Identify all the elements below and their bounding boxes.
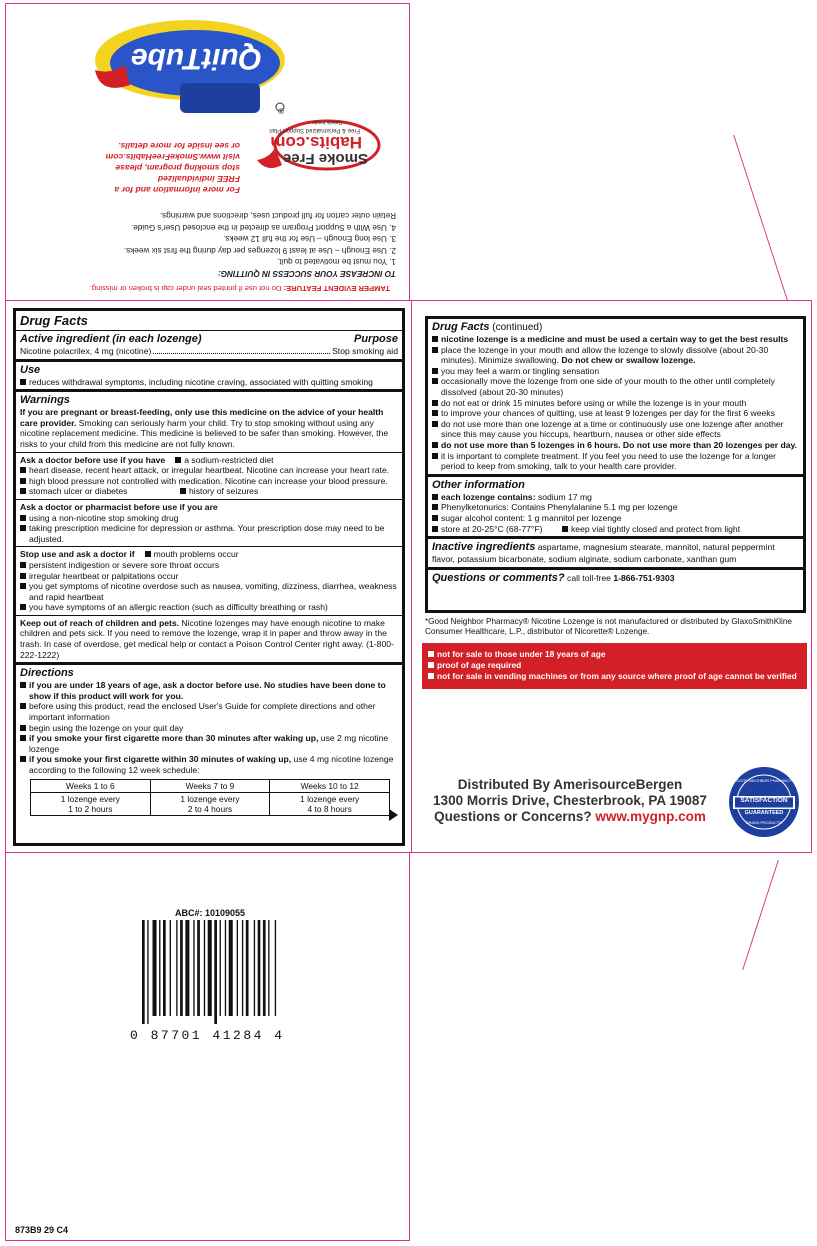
use-text: reduces withdrawal symptoms, including nicotine craving, associated with quitting smoking [29,376,373,387]
abc-number: ABC#: 10109055 [175,908,246,918]
drug-facts-header [16,311,402,362]
bullet-icon [428,651,434,657]
continued-item [432,345,799,366]
cell-line: 4 to 8 hours [307,803,352,814]
seal-text-2: GUARANTEED [744,810,784,816]
drug-facts-panel [13,308,405,846]
item-text: do not eat or drink 15 minutes before using or while the lozenge is in your mouth [441,397,747,408]
ask-doctor-text: a sodium-restricted diet [184,454,274,465]
bullet-icon [432,378,438,384]
promo-line: FREE individualized [157,174,240,184]
ask-doctor-text: history of seizures [189,486,259,497]
top-flap [5,5,410,295]
keep-vial-text: keep vial tightly closed and protect from light [571,523,741,534]
bullet-icon [20,515,26,521]
phone-number: 1-866-751-9303 [613,572,675,583]
item-text: sugar alcohol content: 1 g mannitol per lozenge [441,512,622,523]
bullet-icon [20,583,26,589]
table-row [31,779,390,792]
direction-text: begin using the lozenge on your quit day [29,722,184,733]
stop-use-heading: Stop use and ask a doctor if [20,549,135,560]
warnings-heading: Warnings [20,394,70,407]
item-bold: do not use more than 5 lozenges in 6 hours. Do not use more than 20 lozenges per day. [441,439,798,450]
purpose: Stop smoking aid [332,346,398,356]
dieline-flap-right-bottom [742,860,779,970]
table-header-cell: Weeks 1 to 6 [31,779,151,792]
ask-pharmacist-section [16,499,402,544]
item-text: you may feel a warm or tingling sensation [441,365,600,376]
bullet-icon [145,551,151,557]
cell-line: 1 lozenge every [300,793,360,804]
satisfaction-guaranteed-seal [727,765,801,839]
promo-line: visit www.SmokeFreeHabits.com [105,152,240,162]
inactive-ingredients-section [428,539,803,570]
bullet-icon [20,725,26,731]
keep-out-text: Nicotine lozenges may have enough nicotine to make children and pets sick. If you need to remove the lozenge, wrap it in paper and throw away in the trash. In case of overdose, get medical help or contact a Poison Control Center right away. (1-800-222-1222) [20,617,394,660]
dieline-flap-right [733,135,788,300]
age-text: proof of age required [437,660,522,670]
quittube-logo [100,0,300,115]
table-row [31,792,390,815]
barcode-icon [140,920,280,1024]
other-info-item [432,513,799,524]
pregnant-warning [20,407,398,449]
ask-doctor-item [175,455,273,466]
bullet-icon [180,488,186,494]
direction-bold: if you smoke your first cigarette more than 30 minutes after waking up, [29,733,319,744]
store-text: store at 20-25°C (68-77°F) [441,523,543,534]
continued-item [432,408,799,419]
continued-header [432,321,799,334]
inactive-heading: Inactive ingredients [432,541,536,554]
bullet-icon [20,525,26,531]
direction-item [20,701,398,722]
bullet-icon [20,488,26,494]
cell-line: 1 lozenge every [60,793,120,804]
table-cell [150,792,270,815]
bullet-icon [428,662,434,668]
ask-doctor-heading: Ask a doctor before use if you have [20,454,166,465]
promo-text [30,140,240,195]
other-info-item [432,502,799,513]
continued-title: Drug Facts [432,321,490,333]
stop-use-head-row [20,549,398,560]
bullet-icon [562,526,568,532]
tamper-label: TAMPER EVIDENT FEATURE: [283,284,390,293]
other-info-item [432,524,562,535]
ask-doctor-item [20,476,398,487]
bullet-icon [432,336,438,342]
bullet-icon [20,756,26,762]
pregnant-rest: Smoking can seriously harm your child. Try to stop smoking without using any nicotine replacement medicine. This medicine is believed to be safer than smoking. However, the risks to your child from this medicine are not fully known. [20,417,389,449]
storage-row [432,524,799,535]
stop-use-item [20,581,398,602]
keep-out-section [16,615,402,660]
inactive-text: aspartame, magnesium stearate, mannitol, natural peppermint flavor, potassium bicarbonate, sodium alginate, sodium carbonate, xanthan gum [432,542,775,565]
direction-text: use 2 mg nicotine lozenge [29,733,389,754]
bullet-icon [20,562,26,568]
drug-facts-continued-panel [425,316,806,613]
warnings-section [16,392,402,665]
cell-line: 2 to 4 hours [187,803,233,814]
directions-heading: Directions [20,667,74,680]
bullet-icon [432,526,438,532]
direction-item [20,733,398,754]
bullet-icon [432,453,438,459]
ask-doctor-head-row [20,455,398,466]
bullet-icon [432,504,438,510]
sfh-line1: Smoke Free [282,150,368,167]
dieline-right-top [412,300,812,301]
bullet-icon [20,573,26,579]
direction-item [20,723,398,734]
stop-use-text: irregular heartbeat or palpitations occur [29,570,179,581]
stop-use-item [20,602,398,613]
direction-text: use 4 mg nicotine lozenge according to the following 12 week schedule: [29,754,394,775]
other-info-item [562,524,740,535]
item-bold: nicotine lozenge is a medicine and must be used a certain way to get the best results [441,334,789,344]
seal-top-text: GOOD NEIGHBOR PHARMACY [736,779,792,783]
stop-use-text: you get symptoms of nicotine overdose such as nausea, vomiting, dizziness, diarrhea, weakness and rapid heartbeat [29,581,397,602]
stop-use-item [145,549,239,560]
item-text: to improve your chances of quitting, use at least 9 lozenges per day for the first 6 weeks [441,408,775,419]
promo-line: For more information and for a [114,185,240,195]
ask-doctor-row [20,486,398,497]
barcode-number: 0 87701 41284 4 [130,1028,285,1043]
continued-label: (continued) [489,322,543,333]
direction-bold: if you are under 18 years of age, ask a doctor before use. No studies have been done to show if this product will work for you. [29,680,386,701]
ask-doctor-item [20,486,180,497]
registered-mark: ® [278,106,284,115]
use-heading: Use [20,363,41,376]
questions-text: call toll-free [564,572,614,583]
website-link[interactable]: www.mygnp.com [595,809,706,824]
questions-section [428,570,803,587]
carton-code: 873B9 29 C4 [15,1225,69,1235]
tamper-text: Do not use if printed seal under cap is broken or missing. [89,284,282,293]
continued-item [432,440,799,451]
bullet-icon [20,735,26,741]
distributor-contact [420,809,720,825]
tip-item: 3. Use long Enough – Use for the full 12 weeks. [223,234,396,244]
smoke-free-habits-logo [252,115,382,175]
ask-doctor-text: stomach ulcer or diabetes [29,486,128,497]
use-item [20,377,398,388]
ask-doctor-text: heart disease, recent heart attack, or irregular heartbeat. Nicotine can increase your heart rate. [29,465,390,476]
bullet-icon [20,379,26,385]
continued-item [432,419,799,440]
bullet-icon [20,682,26,688]
continued-item [432,334,799,345]
bullet-icon [432,400,438,406]
bullet-icon [20,604,26,610]
sfh-line2: Habits.com [270,133,362,152]
bullet-icon [432,442,438,448]
sfh-tag2: Details Inside [311,119,342,125]
tips-header: TO INCREASE YOUR SUCCESS IN QUITTING: [217,269,396,278]
direction-item [20,680,398,701]
sfh-tag: Free & Personalized Support Plan [269,127,360,133]
other-info-heading: Other information [432,478,525,491]
leader-dots [153,346,330,354]
bullet-icon [432,368,438,374]
directions-section [16,665,402,825]
age-item [428,649,801,660]
purpose-heading: Purpose [353,333,398,345]
bullet-icon [20,467,26,473]
questions-heading: Questions or comments? [432,571,565,584]
bullet-icon [20,478,26,484]
continued-item [432,376,799,397]
active-ingredient-section [16,330,402,357]
bullet-icon [428,673,434,679]
bullet-icon [432,421,438,427]
continued-item [432,366,799,377]
item-text: Phenylketonurics: Contains Phenylalanine 5.1 mg per lozenge [441,502,678,513]
cell-line: 1 lozenge every [180,793,240,804]
promo-line: or see inside for more details. [118,141,240,151]
bullet-icon [432,494,438,500]
item-text: place the lozenge in your mouth and allow the lozenge to slowly dissolve (about 20-30 minutes). Minimize swallowing. [441,344,769,366]
item-bold: each lozenge contains: [441,491,536,502]
continued-directions [428,319,803,477]
age-item [428,660,801,671]
stop-use-text: persistent indigestion or severe sore throat occurs [29,559,220,570]
age-restriction-box [422,643,807,689]
distributor-name: Distributed By AmerisourceBergen [457,777,683,792]
item-text: do not use more than one lozenge at a time or continuously use one lozenge after another since this may cause you hiccups, heartburn, nausea or other side effects [441,418,784,440]
ask-doctor-section [16,452,402,497]
tip-item: 4. Use With a Support Program as directed in the enclosed User's Guide. [130,223,396,232]
stop-use-text: you have symptoms of an allergic reaction (such as difficulty breathing or rash) [29,602,328,613]
continued-item [432,398,799,409]
ask-pharmacist-item [20,513,398,524]
table-header-cell: Weeks 7 to 9 [150,779,270,792]
direction-item [20,754,398,775]
item-text: sodium 17 mg [535,491,592,502]
bullet-icon [432,347,438,353]
distributor-address: 1300 Morris Drive, Chesterbrook, PA 19087 [433,793,707,808]
table-cell [31,792,151,815]
tip-item: 2. Use Enough – Use at least 9 lozenges per day during the first six weeks. [123,246,396,255]
table-cell [270,792,390,815]
item-bold: Do not chew or swallow lozenge. [561,355,696,366]
ask-pharmacist-heading: Ask a doctor or pharmacist before use if you are [20,501,218,512]
footnote: *Good Neighbor Pharmacy® Nicotine Lozenge is not manufactured or distributed by GlaxoSmithKline Consumer Healthcare, L.P., distributor of Nicorette® Lozenge. [425,617,792,636]
active-heading: Active ingredient (in each lozenge) [20,333,202,345]
ask-pharmacist-text: taking prescription medicine for depression or asthma. Your prescription dose may need to be adjusted. [29,523,385,544]
item-text: it is important to complete treatment. If you feel you need to use the lozenge for a longer period to keep from smoking, talk to your health care provider. [441,450,776,472]
table-header-cell: Weeks 10 to 12 [270,779,390,792]
age-item [428,671,801,682]
other-information-section [428,477,803,539]
tamper-notice [15,284,390,293]
bullet-icon [175,457,181,463]
continue-arrow-icon [389,809,398,821]
age-text: not for sale in vending machines or from any source where proof of age cannot be verified [437,671,797,681]
stop-use-section [16,546,402,613]
tip-item: 1. You must be motivated to quit. [277,257,396,267]
ask-doctor-item [180,486,258,497]
stop-use-text: mouth problems occur [153,549,239,560]
direction-bold: if you smoke your first cigarette within 30 minutes of waking up, [29,754,292,765]
retain-note: Retain outer carton for full product uses, directions and warnings. [159,211,396,221]
quittube-text: QuitTube [130,42,262,75]
active-ingredient: Nicotine polacrilex, 4 mg (nicotine) [20,346,152,356]
top-flap-rotated [5,5,410,295]
upc-barcode [140,920,280,1024]
direction-text: before using this product, read the enclosed User's Guide for complete directions and other important information [29,701,376,723]
contact-label: Questions or Concerns? [434,809,596,824]
seal-text-1: SATISFACTION [740,797,788,804]
bullet-icon [432,515,438,521]
quit-tips [16,210,396,279]
stop-use-item [20,560,398,571]
bullet-icon [20,703,26,709]
age-text: not for sale to those under 18 years of age [437,649,606,659]
distributor-block [420,777,720,825]
ask-doctor-text: high blood pressure not controlled with medication. Nicotine can increase your blood pressure. [29,475,388,486]
item-text: occasionally move the lozenge from one side of your mouth to the other until completely dissolved (about 20-30 minutes) [441,376,775,397]
drug-facts-title: Drug Facts [20,313,88,328]
active-heading-row [20,333,398,346]
stop-use-item [20,571,398,582]
pregnant-bold: If you are pregnant or breast-feeding, only use this medicine on the advice of your health care provider. [20,407,384,428]
promo-line: stop smoking program, please [115,163,240,173]
keep-out-bold: Keep out of reach of children and pets. [20,617,180,628]
ask-pharmacist-item [20,523,398,544]
cell-line: 1 to 2 hours [68,803,113,814]
bullet-icon [432,410,438,416]
ask-pharmacist-text: using a non-nicotine stop smoking drug [29,512,179,523]
continued-item [432,451,799,472]
use-section [16,362,402,393]
seal-bottom-text: BRAND PRODUCTS [746,821,782,825]
active-row [20,346,398,357]
ask-doctor-item [20,465,398,476]
dosing-schedule-table [30,779,390,816]
other-info-item [432,492,799,503]
